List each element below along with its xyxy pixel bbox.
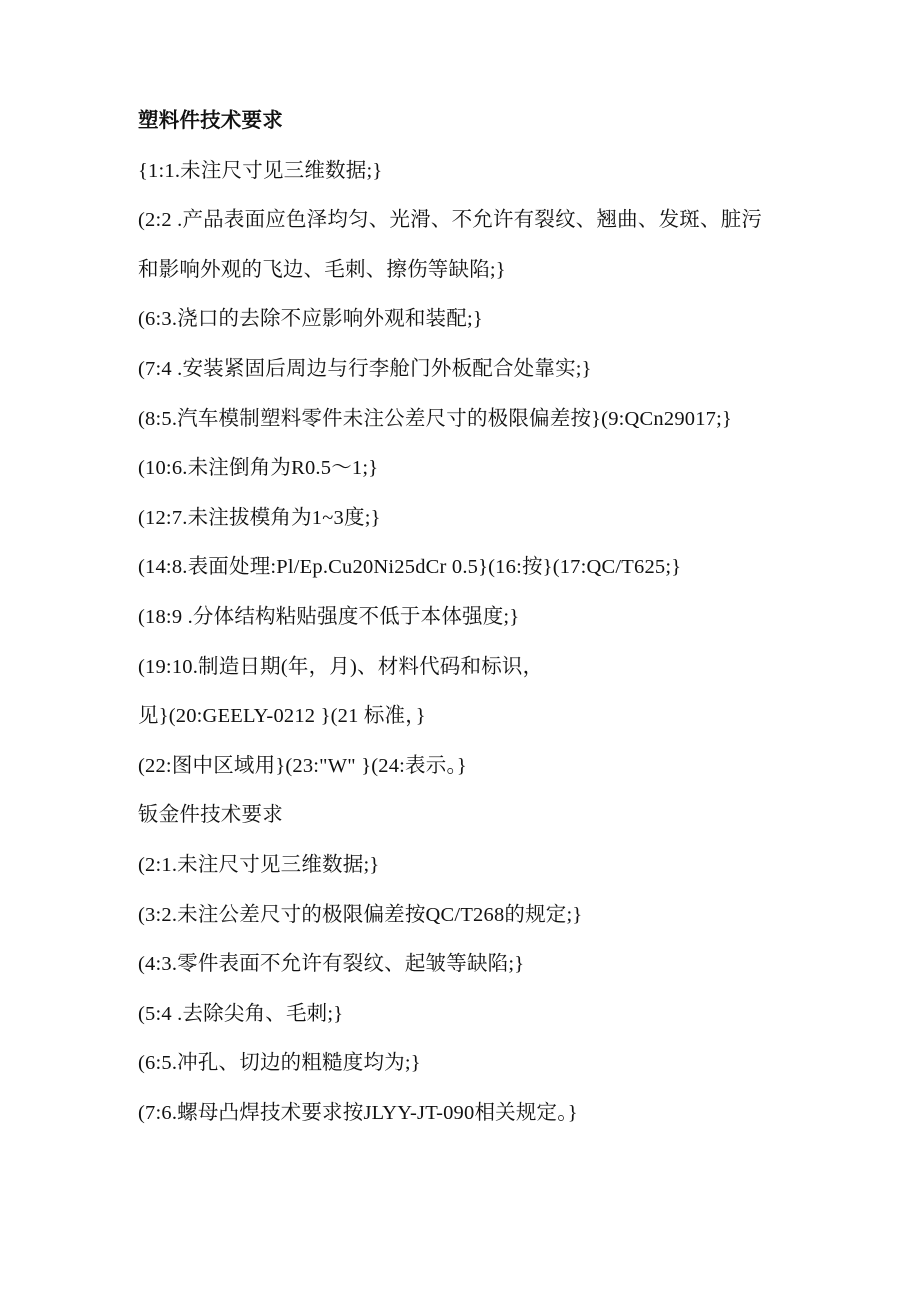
plastic-line-10: (19:10.制造日期(年，月)、材料代码和标识， bbox=[138, 655, 544, 678]
plastic-line-2: (2:2 .产品表面应色泽均匀、光滑、不允许有裂纹、翘曲、发斑、脏污 bbox=[138, 209, 763, 232]
plastic-line-2-continued: 和影响外观的飞边、毛刺、擦伤等缺陷;} bbox=[138, 258, 506, 281]
plastic-line-4: (7:4 .安装紧固后周边与行李舱门外板配合处靠实;} bbox=[138, 357, 592, 380]
document-body bbox=[138, 97, 838, 1138]
plastic-line-8: (14:8.表面处理:Pl/Ep.Cu20Ni25dCr 0.5}(16:按}(17:QC/T625;} bbox=[138, 556, 682, 579]
sheet-line-5: (6:5.冲孔、切边的粗糙度均为;} bbox=[138, 1052, 421, 1075]
sheet-section-title: 钣金件技术要求 bbox=[138, 804, 283, 827]
sheet-line-4: (5:4 .去除尖角、毛刺;} bbox=[138, 1002, 344, 1025]
plastic-line-9: (18:9 .分体结构粘贴强度不低于本体强度;} bbox=[138, 605, 520, 628]
plastic-line-11: (22:图中区域用}(23:"W" }(24:表示。} bbox=[138, 754, 467, 777]
plastic-line-5: (8:5.汽车模制塑料零件未注公差尺寸的极限偏差按}(9:QCn29017;} bbox=[138, 407, 733, 430]
sheet-line-6: (7:6.螺母凸焊技术要求按JLYY-JT-090相关规定。} bbox=[138, 1101, 578, 1124]
plastic-line-10-continued: 见}(20:GEELY-0212 }(21 标准，} bbox=[138, 705, 426, 728]
plastic-line-3: (6:3.浇口的去除不应影响外观和装配;} bbox=[138, 308, 483, 331]
sheet-line-3: (4:3.零件表面不允许有裂纹、起皱等缺陷;} bbox=[138, 953, 525, 976]
sheet-line-1: (2:1.未注尺寸见三维数据;} bbox=[138, 853, 380, 876]
plastic-line-1: {1:1.未注尺寸见三维数据;} bbox=[138, 159, 383, 182]
plastic-section-title: 塑料件技术要求 bbox=[138, 110, 283, 132]
plastic-line-6: (10:6.未注倒角为R0.5～1;} bbox=[138, 457, 379, 480]
plastic-line-7: (12:7.未注拔模角为1~3度;} bbox=[138, 506, 381, 529]
sheet-line-2: (3:2.未注公差尺寸的极限偏差按QC/T268的规定;} bbox=[138, 903, 583, 926]
